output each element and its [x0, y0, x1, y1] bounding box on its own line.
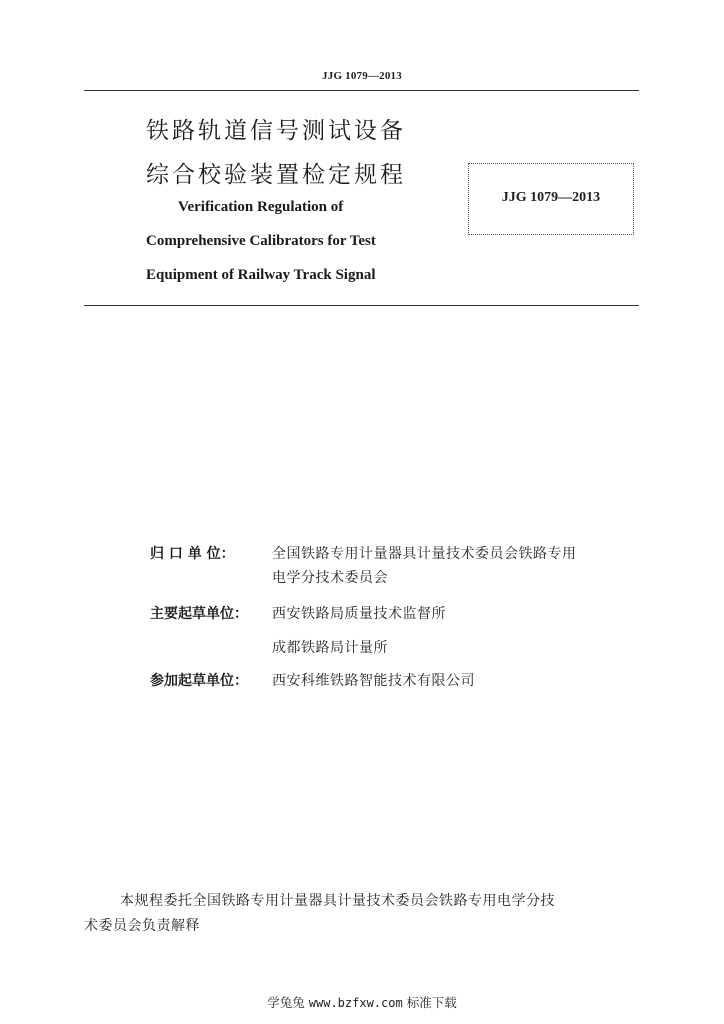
header-divider: [84, 90, 639, 91]
main-drafting-unit-value-line1: 西安铁路局质量技术监督所: [272, 606, 446, 622]
participating-unit-value: 西安科维铁路智能技术有限公司: [272, 673, 475, 689]
title-divider: [84, 305, 639, 306]
footer-url-link[interactable]: www.bzfxw.com: [308, 996, 403, 1010]
main-drafting-unit-label: 主要起草单位：: [150, 606, 248, 622]
interpretation-note-line2: 术委员会负责解释: [84, 918, 200, 934]
title-english-line2: Comprehensive Calibrators for Test: [146, 233, 376, 249]
standard-code-box: [468, 163, 634, 235]
footer-download-text: 标准下载: [406, 995, 457, 1010]
footer-watermark: [0, 993, 724, 1011]
responsible-unit-label: 归 口 单 位：: [150, 546, 235, 562]
standard-code-box-text: JJG 1079—2013: [501, 190, 601, 205]
title-english-line1: Verification Regulation of: [178, 199, 344, 215]
footer-site-name: 学兔兔: [267, 995, 305, 1010]
responsible-unit-value-line2: 电学分技术委员会: [272, 570, 388, 586]
title-chinese-line2: 综合校验装置检定规程: [146, 162, 406, 188]
interpretation-note-line1: 本规程委托全国铁路专用计量器具计量技术委员会铁路专用电学分技: [120, 893, 555, 909]
responsible-unit-value-line1: 全国铁路专用计量器具计量技术委员会铁路专用: [272, 546, 577, 562]
header-standard-code: JJG 1079—2013: [322, 70, 402, 82]
title-chinese-line1: 铁路轨道信号测试设备: [146, 118, 406, 144]
main-drafting-unit-value-line2: 成都铁路局计量所: [272, 640, 388, 656]
title-english-line3: Equipment of Railway Track Signal: [146, 267, 376, 283]
participating-unit-label: 参加起草单位：: [150, 673, 248, 689]
